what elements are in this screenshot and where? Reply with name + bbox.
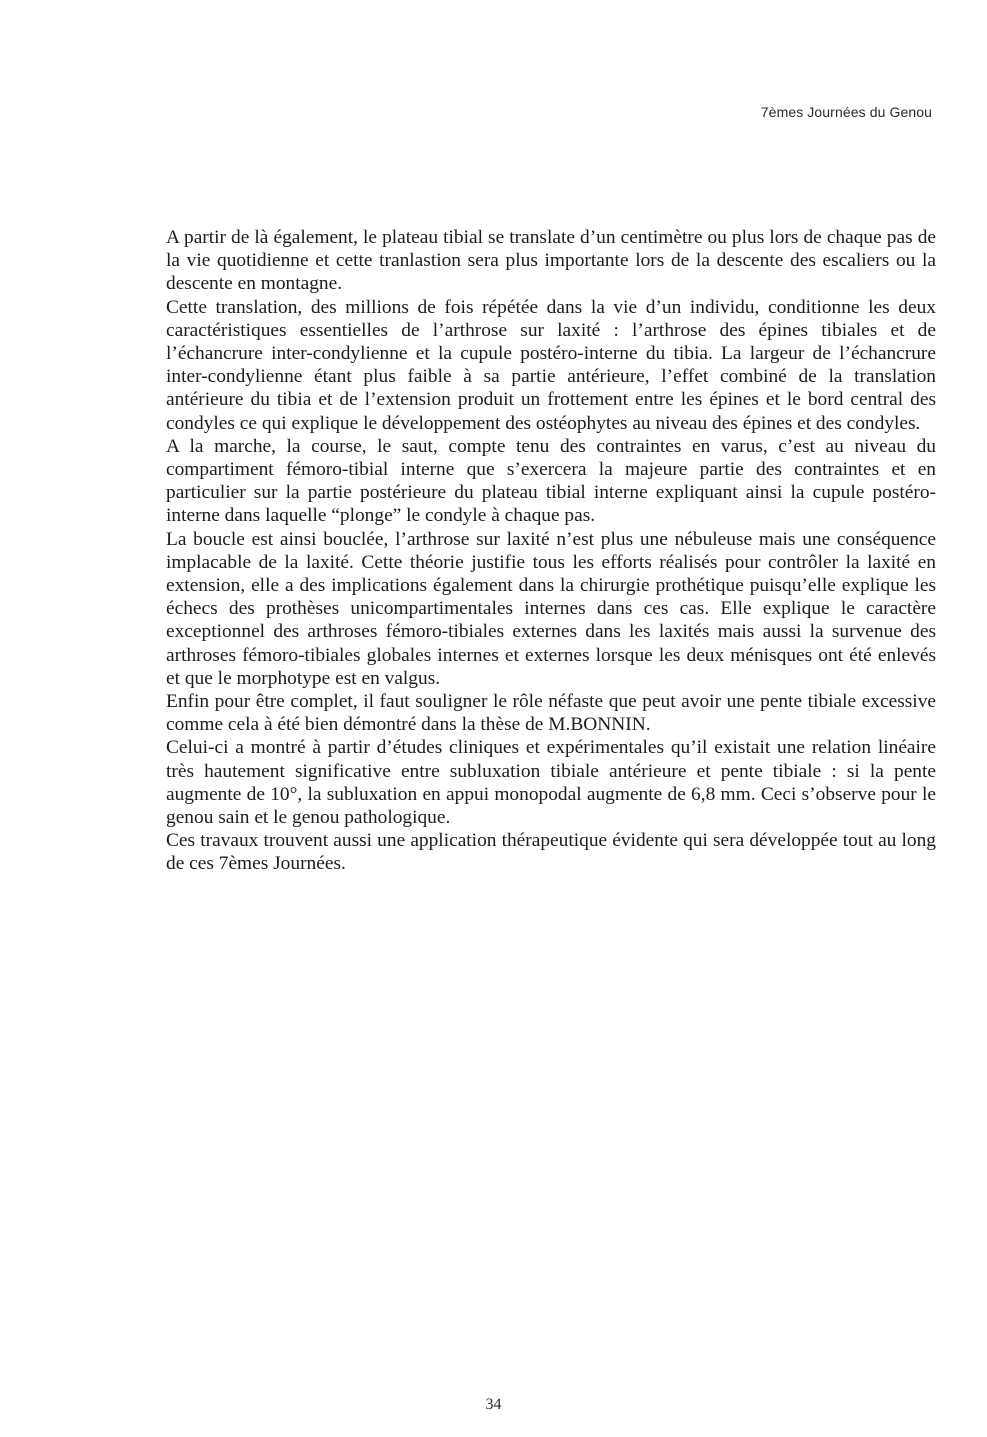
paragraph: Cette translation, des millions de fois répétée dans la vie d’un individu, conditionne les deux caractéristiques essentielles de l’arthrose sur laxité : l’arthrose des épines tibiales et de l’échancrure inter-condylienne et la cupule postéro-interne du tibia. La largeur de l’échancrure inter-condylienne étant plus faible à sa partie antérieure, l’effet combiné de la translation antérieure du tibia et de l’extension produit un frottement entre les épines et le bord central des condyles ce qui explique le développement des ostéophytes au niveau des épines et des condyles. — [166, 296, 936, 434]
paragraph: Celui-ci a montré à partir d’études cliniques et expérimentales qu’il existait une relation linéaire très hautement significative entre subluxation tibiale antérieure et pente tibiale : si la pente augmente de 10°, la subluxation en appui monopodal augmente de 6,8 mm. Ceci s’observe pour le genou sain et le genou pathologique. — [166, 737, 936, 829]
paragraph: A la marche, la course, le saut, compte tenu des contraintes en varus, c’est au niveau du compartiment fémoro-tibial interne que s’exercera la majeure partie des contraintes et en particulier sur la partie postérieure du plateau tibial interne expliquant ainsi la cupule postéro-interne dans laquelle “plonge” le condyle à chaque pas. — [166, 435, 936, 527]
paragraph: Enfin pour être complet, il faut souligner le rôle néfaste que peut avoir une pente tibiale excessive comme cela à été bien démontré dans la thèse de M.BONNIN. — [166, 691, 936, 736]
paragraph: Ces travaux trouvent aussi une application thérapeutique évidente qui sera développée tout au long de ces 7èmes Journées. — [166, 830, 936, 875]
running-header: 7èmes Journées du Genou — [760, 104, 932, 120]
paragraph: A partir de là également, le plateau tibial se translate d’un centimètre ou plus lors de chaque pas de la vie quotidienne et cette tranlastion sera plus importante lors de la descente des escaliers ou la descente en montagne. — [166, 227, 936, 295]
page-number: 34 — [485, 1396, 502, 1413]
paragraph: La boucle est ainsi bouclée, l’arthrose sur laxité n’est plus une nébuleuse mais une conséquence implacable de la laxité. Cette théorie justifie tous les efforts réalisés pour contrôler la laxité en extension, elle a des implications également dans la chirurgie prothétique puisqu’elle explique les échecs des prothèses unicompartimentales internes dans ces cas. Elle explique le caractère exceptionnel des arthroses fémoro-tibiales externes dans les laxités mais aussi la survenue des arthroses fémoro-tibiales globales internes et externes lorsque les deux ménisques ont été enlevés et que le morphotype est en valgus. — [166, 528, 936, 689]
body-text — [166, 226, 936, 876]
